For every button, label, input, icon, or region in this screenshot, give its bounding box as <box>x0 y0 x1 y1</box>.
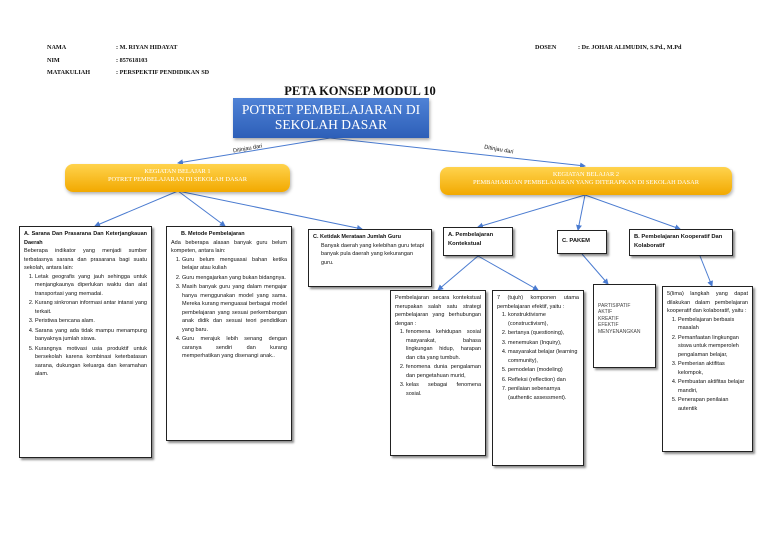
list-item: 2. fenomena dunia pengalaman dan pengetahuan murid, <box>406 363 481 380</box>
name-value: : M. RIYAN HIDAYAT <box>116 44 178 51</box>
lecturer-label: DOSEN <box>535 44 557 51</box>
komponen-intro: 7 (tujuh) komponen utama pembelajaran efektif, yaitu : <box>497 295 579 310</box>
box-a-title: A. Sarana Dan Prasarana Dan Keterjangkauan Daerah <box>24 231 147 246</box>
list-item: 2. bertanya (questioning), <box>508 329 579 338</box>
box-pakem-detail <box>593 284 656 368</box>
list-item: 3. menemukan (Inquiry), <box>508 339 579 348</box>
kb1-line2: POTRET PEMBELAJARAN DI SEKOLAH DASAR <box>107 176 248 183</box>
list-item: 6. Refleksi (reflection) dan <box>508 376 579 385</box>
box-a-intro: Beberapa indikator yang menjadi sumber terbatasnya sarana dan prasarana bagi suatu sekolah, antara lain: <box>24 248 147 271</box>
arrow-kb2-to-kooperatif <box>585 195 680 229</box>
list-item: 7. penilaian sebenarnya (authentic assessment). <box>508 385 579 402</box>
box-sarana-prasarana <box>19 226 152 458</box>
box-pakem-title: C. PAKEM <box>557 230 607 254</box>
list-item: 3. Pemberian aktifitas kelompok, <box>678 360 748 377</box>
kooperatif-intro: 5(lima) langkah yang dapat dilakukan dalam pembelajaran kooperatif dan kolaboratif, yaitu : <box>667 291 748 314</box>
box-tujuh-komponen <box>492 290 584 466</box>
link-label-left: Ditinjau dari <box>232 143 263 155</box>
pakem-line: EFEKTIF <box>598 322 619 329</box>
kb2-line2: PEMBAHARUAN PEMBELAJARAN YANG DITERAPKAN DI SEKOLAH DASAR <box>473 179 699 186</box>
lecturer-value: : Dr. JOHAR ALIMUDIN, S.Pd., M.Pd <box>578 44 682 51</box>
box-kooperatif-title: B. Pembelajaran Kooperatif Dan Kolaboratif <box>629 229 733 256</box>
arrow-kontekstual-to-komponen <box>478 256 538 290</box>
kb1-line1: KEGIATAN BELAJAR 1 <box>144 168 211 175</box>
list-item: 1. Letak geografis yang jauh sehingga untuk menjangkaunya diperlukan waktu dan alat transportasi yang memadai. <box>35 273 147 299</box>
list-item: 2. Guru mengajarkan yang bukan bidangnya. <box>182 274 287 283</box>
nim-label: NIM <box>47 57 60 64</box>
list-item: 4. Pembuatan aktifitas belajar mandiri, <box>678 378 748 395</box>
list-item: 2. Kurang sinkronan informasi antar intansi yang terkait. <box>35 299 147 316</box>
list-item: 4. Sarana yang ada tidak mampu menampung banyaknya jumlah siswa. <box>35 327 147 344</box>
pakem-line: MENYENANGKAN <box>598 328 641 335</box>
arrow-kb2-to-kontekstual <box>478 195 585 227</box>
course-value: : PERSPEKTIF PENDIDIKAN SD <box>116 69 210 76</box>
box-kontekstual-detail <box>390 290 486 456</box>
box-ketidakmerataan-guru <box>308 229 432 287</box>
box-kooperatif-detail <box>662 286 753 452</box>
arrow-kb1-to-a <box>95 191 178 226</box>
pakem-line: KREATIF <box>598 315 619 322</box>
kb2-line1: KEGIATAN BELAJAR 2 <box>552 171 620 178</box>
list-item: 4. Guru merajuk lebih senang dengan caranya sendiri dan kurang memperhatikan yang disenangi anak.. <box>182 335 287 361</box>
list-item: 1. Pembelajaran berbasis masalah <box>678 316 748 333</box>
box-c-title: C. Ketidak Merataan Jumlah Guru <box>313 234 402 240</box>
kontekstual-intro: Pembelajaran secara kontekstual merupakan salah satu strategi pembelajaran yang berhubungan dengan : <box>395 295 481 327</box>
map-title: PETA KONSEP MODUL 10 <box>284 84 436 98</box>
list-item: 5. pemodelan (modeling) <box>508 366 579 375</box>
main-topic-banner: POTRET PEMBELAJARAN DI SEKOLAH DASAR <box>233 98 429 138</box>
list-item: 5. Kurangnya motivasi usia produktif untuk bersekolah karena kombinasi keterbatasan sarana, dukungan keluarga dan keramahan alam. <box>35 345 147 379</box>
name-label: NAMA <box>47 44 67 51</box>
kb1-box <box>65 164 290 192</box>
list-item: 3. Masih banyak guru yang dalam mengajar hanya menggunakan model yang sama. Mereka kurang menguasai berbagai model pembelajaran yang sesuai perkembangan anak didik dan sesuai teori pendidikan yang baru. <box>182 283 287 334</box>
pakem-line: PARTISIPATIF <box>598 303 631 309</box>
list-item: 4. masyarakat belajar (learning community), <box>508 348 579 365</box>
list-item: 3. Peristiwa bencana alam. <box>35 317 147 326</box>
course-label: MATAKULIAH <box>47 69 91 76</box>
nim-value: : 857618103 <box>116 57 148 64</box>
box-b-intro: Ada beberapa alasan banyak guru belum kompeten, antara lain: <box>171 239 287 254</box>
list-item: 1. konstruktivisme (constructivism), <box>508 311 579 328</box>
list-item: 1. Guru belum menguasai bahan ketika belajar atau kuliah <box>182 256 287 273</box>
box-c-body: Banyak daerah yang kelebihan guru tetapi banyak pula daerah yang kekurangan guru. <box>321 242 425 266</box>
arrow-pakem-to-box <box>582 254 608 284</box>
arrow-kb2-to-pakem <box>578 195 585 230</box>
box-b-title: B. Metode Pembelajaran <box>181 231 245 237</box>
link-label-right: Ditinjau dari <box>483 144 514 156</box>
list-item: 2. Pemanfaatan lingkungan siswa untuk memperoleh pengalaman belajar, <box>678 334 748 360</box>
box-metode-pembelajaran <box>166 226 292 441</box>
arrow-kontekstual-to-box <box>438 256 478 290</box>
arrow-main-to-kb2 <box>330 138 585 166</box>
arrow-kooperatif-to-box <box>700 256 712 286</box>
list-item: 5. Penerapan penilaian autentik <box>678 396 748 413</box>
pakem-line: AKTIF <box>598 309 613 316</box>
list-item: 3. kelas sebagai fenomena sosial. <box>406 381 481 398</box>
kb2-box <box>440 167 732 195</box>
list-item: 1. fenomena kehidupan sosial masyarakat, bahasa lingkungan hidup, harapan dan cita yang tumbuh. <box>406 328 481 362</box>
arrow-kb1-to-c <box>178 191 362 229</box>
box-kontekstual-title: A. Pembelajaran Kontekstual <box>443 227 513 256</box>
